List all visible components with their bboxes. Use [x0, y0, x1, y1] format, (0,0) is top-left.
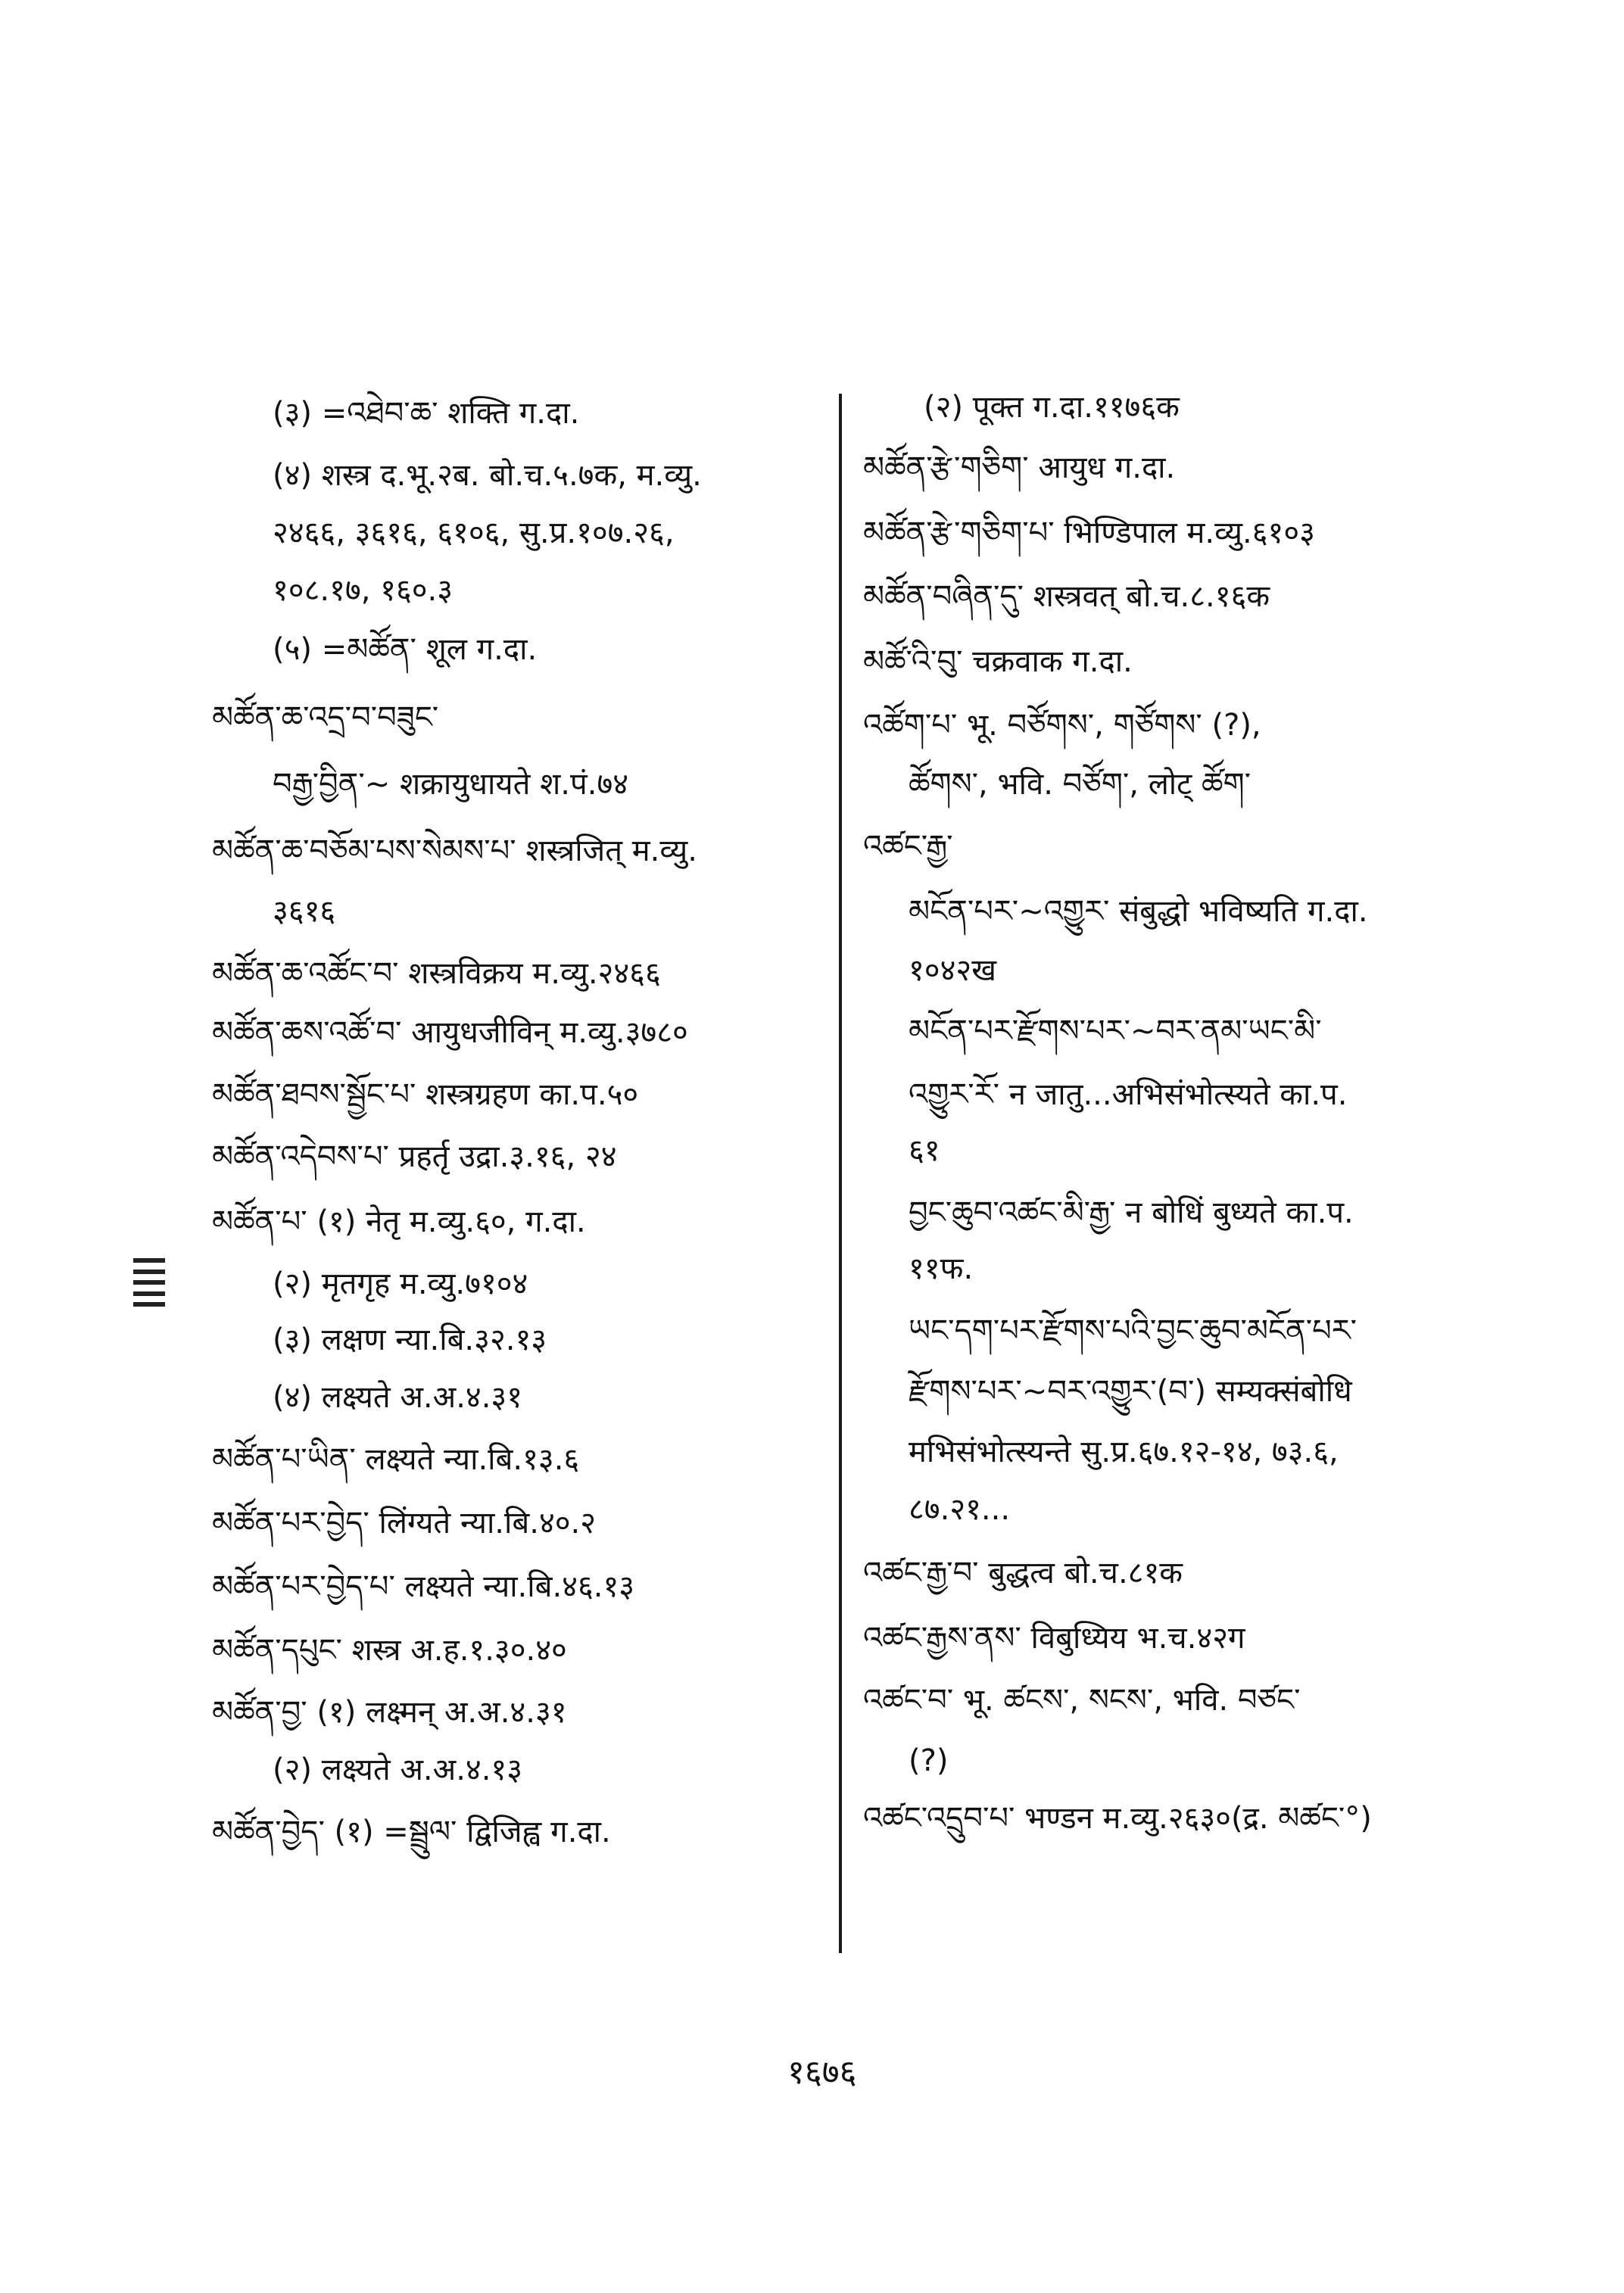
entry-line: मभिसंभोत्स्यन्ते सु.प्र.६७.१२-१४, ७३.६,	[909, 1435, 1339, 1469]
entry-line: བརྒྱ་བྱིན་~ शक्रायुधायते श.पं.७४	[273, 767, 629, 802]
entry-line: མཚོན་ཆས་འཚོ་བ་ आयुधजीविन् म.व्यु.३७८०	[212, 1015, 688, 1050]
entry-line: མཚོན་ཆ་འདྲ་བ་བཟུང་	[212, 700, 439, 735]
entry-line: (३) =འཐེབ་ཆ་ शक्ति ग.दा.	[273, 396, 580, 431]
entry-line: १०४२ख	[909, 953, 996, 988]
entry-line: མཚོན་པ་ (१) नेतृ म.व्यु.६०, ग.दा.	[212, 1204, 586, 1239]
entry-line: བྱང་ཆུབ་འཚང་མི་རྒྱ་ न बोधिं बुध्यते का.प.	[909, 1195, 1354, 1230]
entry-line: १०८.१७, १६०.३	[273, 573, 454, 608]
entry-line: འཚང་རྒྱ་བ་ बुद्धत्व बो.च.८१क	[863, 1556, 1183, 1590]
entry-line: མཚོན་ཆ་འཚོང་བ་ शस्त्रविक्रय म.व्यु.२४६६	[212, 956, 661, 991]
entry-line: འཚང་འདྲུབ་པ་ भण्डन म.व्यु.२६३०(द्र. མཚང་°)	[863, 1801, 1372, 1836]
entry-line: མཚོན་བཞིན་དུ་ शस्त्रवत् बो.च.८.१६क	[863, 579, 1270, 614]
entry-line: (४) लक्ष्यते अ.अ.४.३१	[273, 1380, 523, 1415]
entry-line: ६१	[909, 1133, 940, 1168]
entry-line: (५) =མཚོན་ शूल ग.दा.	[273, 632, 538, 667]
entry-line: མཚོན་བྱ་ (१) लक्ष्मन् अ.अ.४.३१	[212, 1695, 567, 1730]
entry-line: མཚོན་འདེབས་པ་ प्रहर्तृ उद्रा.३.१६, २४	[212, 1139, 617, 1174]
entry-line: མཚོན་བྱེད་ (१) =སྦྲུལ་ द्विजिह्व ग.दा.	[212, 1815, 611, 1849]
entry-line: (४) शस्त्र द.भू.२ब. बो.च.५.७क, म.व्यु.	[273, 458, 702, 493]
entry-line: ८७.२१...	[909, 1492, 1011, 1527]
entry-line: འཚང་རྒྱ་	[863, 829, 953, 864]
entry-line: འཚང་བ་ भू. ཚངས་, སངས་, भवि. བཙང་	[863, 1683, 1301, 1718]
entry-line: འགྱུར་རོ་ न जातु...अभिसंभोत्स्यते का.प.	[909, 1077, 1348, 1112]
entry-line: མཚོན་རྩེ་གཅིག་པ་ भिण्डिपाल म.व्यु.६१०३	[863, 516, 1315, 550]
entry-line: མཚོན་ཆ་བཅོམ་པས་སེམས་པ་ शस्त्रजित् म.व्यु.	[212, 833, 697, 868]
entry-line: (३) लक्षण न्या.बि.३२.१३	[273, 1323, 547, 1357]
entry-line: (?)	[909, 1743, 949, 1778]
entry-line: འཚང་རྒྱས་ནས་ विबुध्यिय भ.च.४२ग	[863, 1621, 1245, 1656]
entry-line: མཚོ་འི་བུ་ चक्रवाक ग.दा.	[863, 644, 1133, 679]
entry-line: མཚོན་ཐབས་སྦྱོང་པ་ शस्त्रग्रहण का.प.५०	[212, 1077, 639, 1112]
entry-line: རྫོགས་པར་~བར་འགྱུར་(བ་) सम्यक्संबोधि	[909, 1374, 1352, 1409]
entry-line: མཚོན་རྩེ་གཅིག་ आयुध ग.दा.	[863, 450, 1176, 485]
entry-line: ཡང་དག་པར་རྫོགས་པའི་བྱང་ཆུབ་མངོན་པར་	[909, 1313, 1357, 1348]
entry-line: ११फ.	[909, 1251, 974, 1286]
column-divider	[839, 394, 842, 1953]
page-number: १६७६	[787, 2053, 857, 2092]
entry-line: ཚོགས་, भवि. བཙོག་, लोट् ཚོག་	[909, 767, 1252, 802]
entry-line: འཚོག་པ་ भू. བཙོགས་, གཙོགས་ (?),	[863, 708, 1261, 743]
entry-line: ३६१६	[273, 894, 336, 929]
entry-line: མངོན་པར་~འགྱུར་ संबुद्धो भविष्यति ग.दा.	[909, 894, 1368, 929]
entry-line: མཚོན་པ་ཡིན་ लक्ष्यते न्या.बि.१३.६	[212, 1442, 580, 1477]
entry-line: (२) पूक्त ग.दा.११७६क	[924, 390, 1180, 425]
entry-line: (२) मृतगृह म.व्यु.७१०४	[273, 1266, 528, 1301]
margin-mark-icon	[133, 1258, 165, 1307]
entry-line: མཚོན་པར་བྱེད་ लिंग्यते न्या.बि.४०.२	[212, 1506, 597, 1541]
entry-line: (२) लक्ष्यते अ.अ.४.१३	[273, 1752, 523, 1787]
entry-line: མཚོན་དཔུང་ शस्त्र अ.ह.१.३०.४०	[212, 1633, 567, 1668]
entry-line: २४६६, ३६१६, ६१०६, सु.प्र.१०७.२६,	[273, 516, 675, 550]
entry-line: མངོན་པར་རྫོགས་པར་~བར་ནམ་ཡང་མི་	[909, 1014, 1322, 1048]
entry-line: མཚོན་པར་བྱེད་པ་ लक्ष्यते न्या.बि.४६.१३	[212, 1569, 635, 1604]
